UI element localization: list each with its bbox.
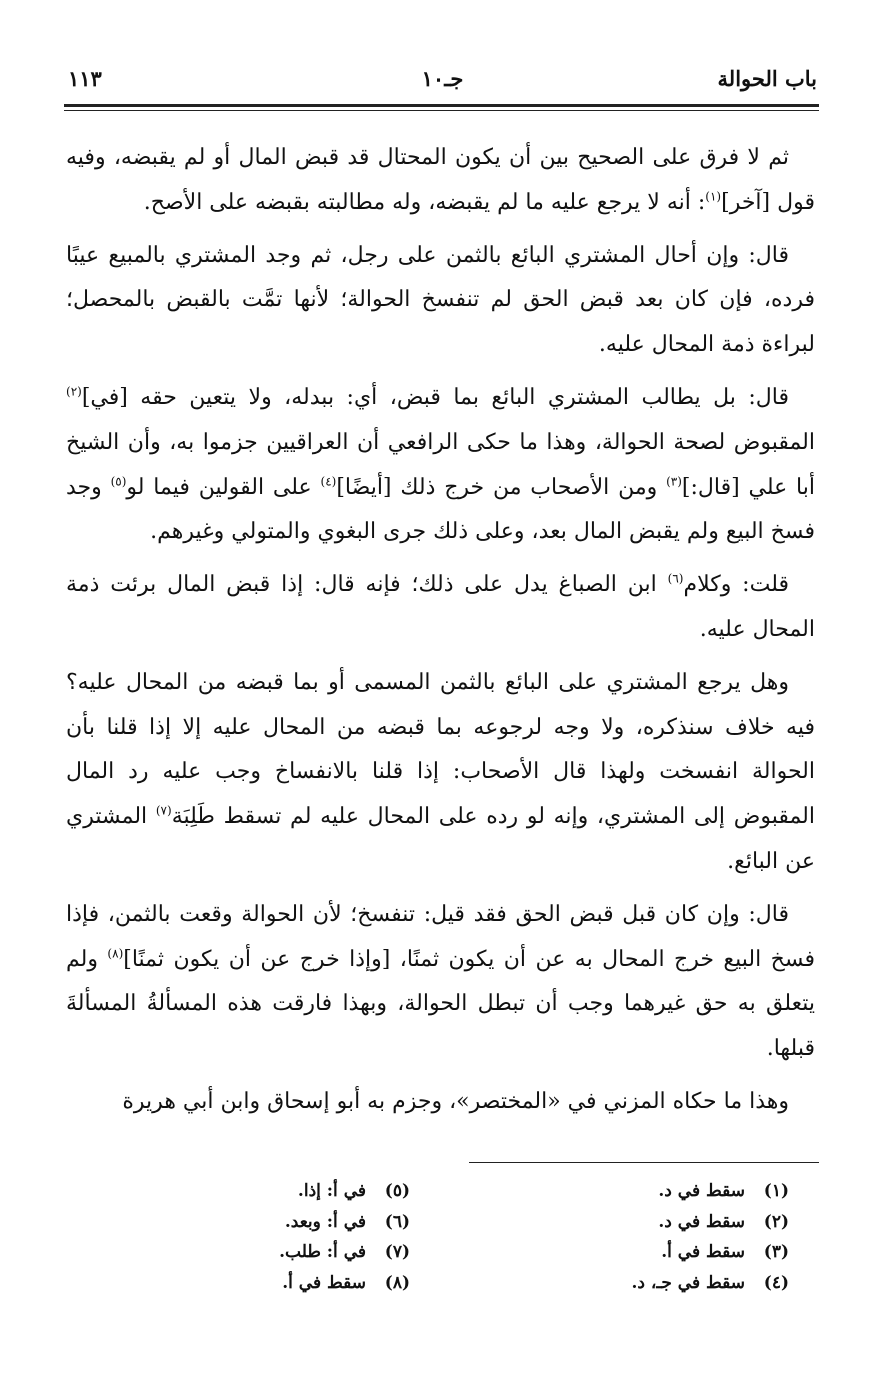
- footnote-separator: [469, 1162, 819, 1163]
- footnote-text: سقط في أ.: [282, 1272, 366, 1293]
- footnotes-column-left: [150, 1176, 410, 1298]
- footnote: [150, 1176, 410, 1207]
- main-text: [66, 136, 815, 1133]
- footnote-text: في أ: وبعد.: [284, 1211, 366, 1232]
- footnote-number: (٢): [763, 1211, 789, 1232]
- paragraph-text: ولم يتعلق به حق غيرهما وجب أن تبطل الحوالة، وبهذا فارقت هذه المسألةُ المسألةَ قبلها.: [66, 946, 815, 1062]
- footnote: [150, 1237, 410, 1268]
- header-rule-thin: [64, 110, 819, 111]
- footnote-text: في أ: طلب.: [279, 1242, 366, 1262]
- paragraph: [66, 376, 815, 555]
- footnote-marker: (٥): [110, 474, 127, 489]
- paragraph-text: وهذا ما حكاه المزني في «المختصر»، وجزم به أبو إسحاق وابن أبي هريرة: [122, 1088, 789, 1114]
- footnote-number: (٦): [384, 1211, 410, 1232]
- footnote: [529, 1176, 789, 1207]
- footnote-text: سقط في د.: [658, 1211, 745, 1232]
- chapter-title: باب الحوالة: [717, 66, 817, 91]
- footnote-number: (٤): [763, 1272, 789, 1293]
- footnote-marker: (٢): [66, 384, 82, 399]
- footnote-marker: (٤): [320, 474, 337, 489]
- paragraph: [66, 136, 815, 226]
- paragraph-text: على القولين فيما لو: [126, 474, 321, 500]
- footnote: [150, 1207, 410, 1238]
- footnote-marker: (٦): [667, 571, 684, 586]
- paragraph: [66, 661, 815, 885]
- footnote-text: سقط في أ.: [661, 1242, 745, 1262]
- paragraph-text: المقبوض لصحة الحوالة، وهذا ما حكى الرافعي أن العراقيين جزموا به، وأن الشيخ أبا علي [قال:]: [66, 429, 815, 500]
- paragraph-text: ابن الصباغ يدل على ذلك؛ فإنه قال: إذا قبض المال برئت ذمة المحال عليه.: [66, 572, 815, 642]
- paragraph-text: وجد فسخ البيع ولم يقبض المال بعد، وعلى ذلك جرى البغوي والمتولي وغيرهم.: [66, 474, 815, 545]
- footnote-marker: (١): [705, 189, 722, 204]
- footnote-text: في أ: إذا.: [297, 1181, 366, 1201]
- footnote-number: (٧): [384, 1242, 410, 1262]
- footnote: [150, 1268, 410, 1299]
- paragraph-text: قال: بل يطالب المشتري البائع بما قبض، أي: ببدله، ولا يتعين حقه [في]: [81, 384, 789, 410]
- footnote-text: سقط في جـ، د.: [631, 1272, 745, 1293]
- paragraph-text: قال: وإن أحال المشتري البائع بالثمن على رجل، ثم وجد المشتري بالمبيع عيبًا فرده، فإن كان بعد قبض الحق لم تنفسخ الحوالة؛ لأنها تمَّت بالقبض بالمحصل؛ لبراءة ذمة المحال عليه.: [66, 242, 815, 358]
- footnote-number: (٥): [384, 1181, 410, 1201]
- paragraph-text: : أنه لا يرجع عليه ما لم يقبضه، وله مطالبته بقبضه على الأصح.: [143, 189, 706, 215]
- paragraph-text: ومن الأصحاب من خرج ذلك [أيضًا]: [336, 474, 667, 500]
- footnote-number: (١): [763, 1181, 789, 1201]
- footnote: [529, 1268, 789, 1299]
- paragraph: [66, 563, 815, 653]
- paragraph-text: قلت: وكلام: [683, 572, 789, 598]
- footnote-text: سقط في د.: [658, 1181, 745, 1201]
- paragraph: [66, 1080, 815, 1125]
- paragraph-text: المشتري عن البائع.: [66, 804, 815, 874]
- header-rule-thick: [64, 104, 819, 107]
- paragraph: [66, 893, 815, 1072]
- paragraph-text: ثم لا فرق على الصحيح بين أن يكون المحتال قد قبض المال أو لم يقبضه، وفيه قول [آخر]: [66, 145, 815, 215]
- page-header: [68, 64, 817, 98]
- paragraph: [66, 234, 815, 368]
- paragraph-text: وهل يرجع المشتري على البائع بالثمن المسمى أو بما قبضه من المحال عليه؟ فيه خلاف سنذكره، ولا وجه لرجوعه بما قبضه من المحال عليه إلا إذا قلنا بأن الحوالة انفسخت ولهذا قال الأصحاب: إذا قلنا بالانفساخ وجب عليه رد المال المقبوض إلى المشتري، وإنه لو رده على المحال عليه لم تسقط طَلِبَة: [66, 669, 815, 830]
- footnote-number: (٣): [763, 1242, 789, 1262]
- volume-label: جـ١٠: [421, 66, 464, 91]
- footnotes-column-right: [529, 1176, 789, 1298]
- footnote: [529, 1237, 789, 1268]
- footnotes: [150, 1176, 789, 1301]
- footnote: [529, 1207, 789, 1238]
- footnote-number: (٨): [384, 1272, 410, 1293]
- paragraph-text: قال: وإن كان قبل قبض الحق فقد قيل: تنفسخ؛ لأن الحوالة وقعت بالثمن، فإذا فسخ البيع خرج المحال به عن أن يكون ثمنًا، [وإذا خرج عن أن يكون ثمنًا]: [66, 901, 816, 972]
- footnote-marker: (٨): [107, 946, 124, 961]
- page-number: ١١٣: [68, 66, 102, 91]
- footnote-marker: (٧): [155, 803, 172, 818]
- footnote-marker: (٣): [666, 474, 682, 489]
